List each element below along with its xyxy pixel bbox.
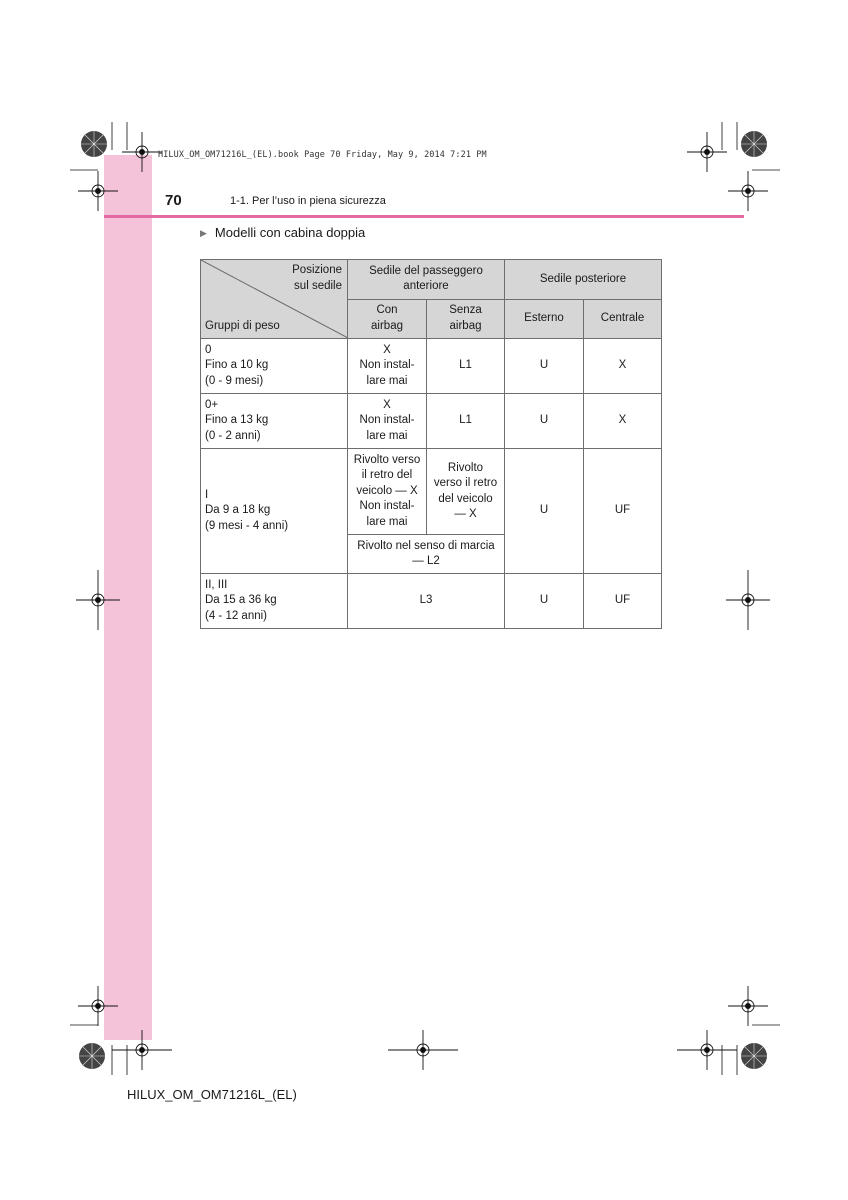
front-seat-cell: L3 [348,574,505,629]
table-row [201,574,662,629]
print-header: HILUX_OM_OM71216L_(EL).book Page 70 Friday, May 9, 2014 7:21 PM [158,150,487,160]
table-row [201,394,662,449]
subheading [200,225,365,240]
with-airbag-cell: X Non instal- lare mai [348,394,427,449]
table-row [201,449,662,535]
section-title: 1-1. Per l’uso in piena sicurezza [230,195,386,207]
outer-cell: U [505,574,584,629]
header-rear-seat: Sedile posteriore [505,260,662,300]
without-airbag-cell: Rivolto verso il retro del veicolo — X [427,449,505,535]
group-cell: 0 Fino a 10 kg (0 - 9 mesi) [201,339,348,394]
center-cell: X [584,339,662,394]
header-front-seat: Sedile del passeggero anteriore [348,260,505,300]
without-airbag-cell: L1 [427,339,505,394]
subheading-text: Modelli con cabina doppia [214,225,366,240]
group-cell: II, III Da 15 a 36 kg (4 - 12 anni) [201,574,348,629]
outer-cell: U [505,394,584,449]
group-cell: I Da 9 a 18 kg (9 mesi - 4 anni) [201,449,348,574]
center-cell: UF [584,449,662,574]
center-cell: UF [584,574,662,629]
with-airbag-cell: X Non instal- lare mai [348,339,427,394]
table-corner-cell [201,260,348,339]
header-with-airbag: Con airbag [348,299,427,339]
group-cell: 0+ Fino a 13 kg (0 - 2 anni) [201,394,348,449]
center-cell: X [584,394,662,449]
page-number: 70 [165,192,182,209]
forward-facing-cell: Rivolto nel senso di marcia — L2 [348,535,505,574]
header-outer: Esterno [505,299,584,339]
outer-cell: U [505,339,584,394]
seat-compatibility-table [200,259,662,629]
table-row [201,339,662,394]
corner-weight-label: Gruppi di peso [205,319,280,332]
corner-position-label: Posizione sul sedile [292,264,342,292]
footer: HILUX_OM_OM71216L_(EL) [127,1087,297,1102]
outer-cell: U [505,449,584,574]
triangle-right-icon: ▶ [200,228,207,238]
header-center: Centrale [584,299,662,339]
header-without-airbag: Senza airbag [427,299,505,339]
with-airbag-cell: Rivolto verso il retro del veicolo — X Non instal- lare mai [348,449,427,535]
without-airbag-cell: L1 [427,394,505,449]
